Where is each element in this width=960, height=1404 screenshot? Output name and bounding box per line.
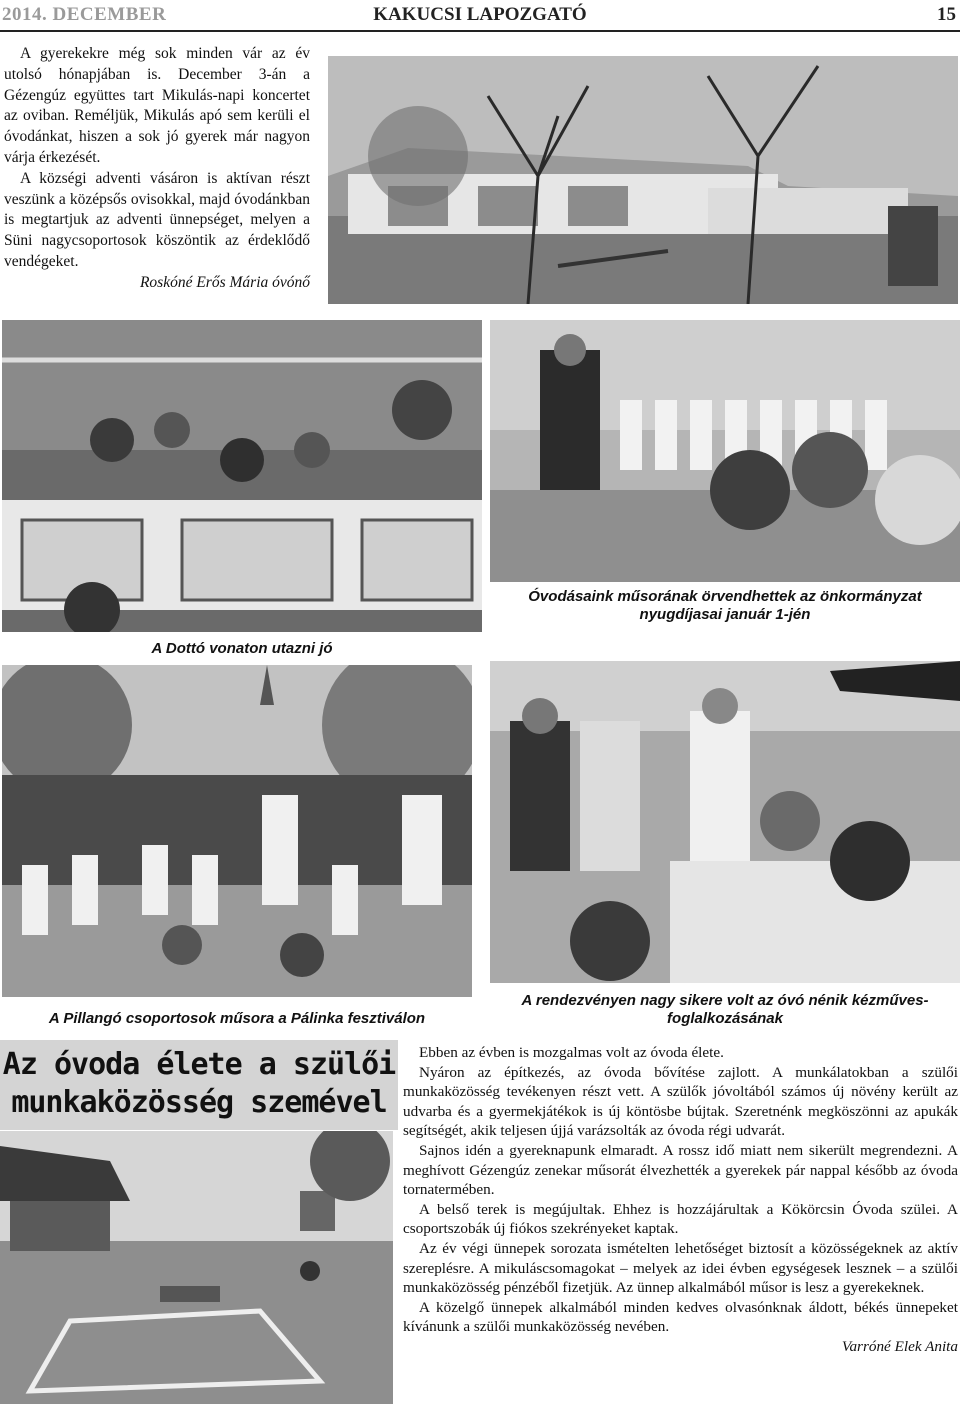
article-paragraph: Nyáron az építkezés, az óvoda bővítése zajlott. A munkálatokban a szülői munkaközösség tevékenyen részt vett. A szülők jóvoltából számos új növény került az udvarba és a gyermekjátékok is új köntösbe bújtak. Szeretnénk megköszönni az apukák segítségét, akik teljesen újjá varázsolták az óvoda régi udvarát. [403, 1063, 958, 1140]
photo-dotto-train [2, 320, 482, 632]
photo-pensioners-event [490, 320, 960, 582]
caption-pensioners: Óvodásaink műsorának örvendhettek az önkormányzat nyugdíjasai január 1-jén [528, 588, 922, 623]
intro-paragraph: A községi adventi vásáron is aktívan részt veszünk a középsős ovisokkal, majd óvodánkban is megtartjuk az adventi ünnepséget, melyen a Süni nagycsoportosok köszöntik az érdeklődő vendégeket. [4, 169, 310, 270]
photo-kindergarten-building [328, 56, 958, 304]
caption-festival: A Pillangó csoportosok műsora a Pálinka fesztiválon [48, 1010, 426, 1027]
intro-signature: Roskóné Erős Mária óvónő [139, 273, 310, 291]
intro-text [4, 44, 310, 294]
article-paragraph: A közelgő ünnepek alkalmából minden kedves olvasónknak áldott, békés ünnepeket kívánunk a szülői munkaközösség nevében. [403, 1298, 958, 1336]
page-number: 15 [937, 4, 956, 25]
article-paragraph: Ebben az évben is mozgalmas volt az óvoda élete. [419, 1044, 724, 1061]
article-body [403, 1043, 958, 1357]
publication-title: KAKUCSI LAPOZGATÓ [373, 4, 587, 25]
intro-paragraph: A gyerekekre még sok minden vár az év utolsó hónapjában is. December 3-án a Gézengúz együttes tart Mikulás-napi koncertet az oviban. Reméljük, Mikulás apó sem kerüli el óvodánkat, hiszen a sok jó gyerek már nagyon várja érkezését. [4, 45, 310, 166]
photo-palinka-festival [2, 665, 472, 997]
article-title: Az óvoda élete a szülői munkaközösség szemével [2, 1047, 396, 1120]
issue-date: 2014. DECEMBER [2, 4, 167, 25]
header-rule [0, 30, 960, 32]
article-signature: Varróné Elek Anita [841, 1337, 958, 1355]
caption-train: A Dottó vonaton utazni jó [151, 640, 333, 657]
photo-crafts-activity [490, 661, 960, 983]
article-paragraph: Sajnos idén a gyereknapunk elmaradt. A rossz idő miatt nem sikerült megrendezni. A meghívott Gézengúz zenekar műsorát élvezhették a gyerekek pár nappal később az óvoda tornatermében. [403, 1141, 958, 1199]
caption-crafts: A rendezvényen nagy sikere volt az óvó nénik kézműves-foglalkozásának [521, 992, 929, 1027]
article-paragraph: A belső terek is megújultak. Ehhez is hozzájárultak a Kökörcsin Óvoda szülei. A csoportszobák új fiókos szekrényeket kaptak. [403, 1200, 958, 1238]
photo-kindergarten-yard [0, 1131, 393, 1404]
article-paragraph: Az év végi ünnepek sorozata ismételten lehetőséget biztosít a közösségeknek az aktív szereplésre. A mikuláscsomagokat – melyek az idei évben egységesek lesznek – a szülői munkaközösség pénzéből fizetjük. Az ünnep alkalmából műsor is lesz a gyerekeknek. [403, 1239, 958, 1297]
